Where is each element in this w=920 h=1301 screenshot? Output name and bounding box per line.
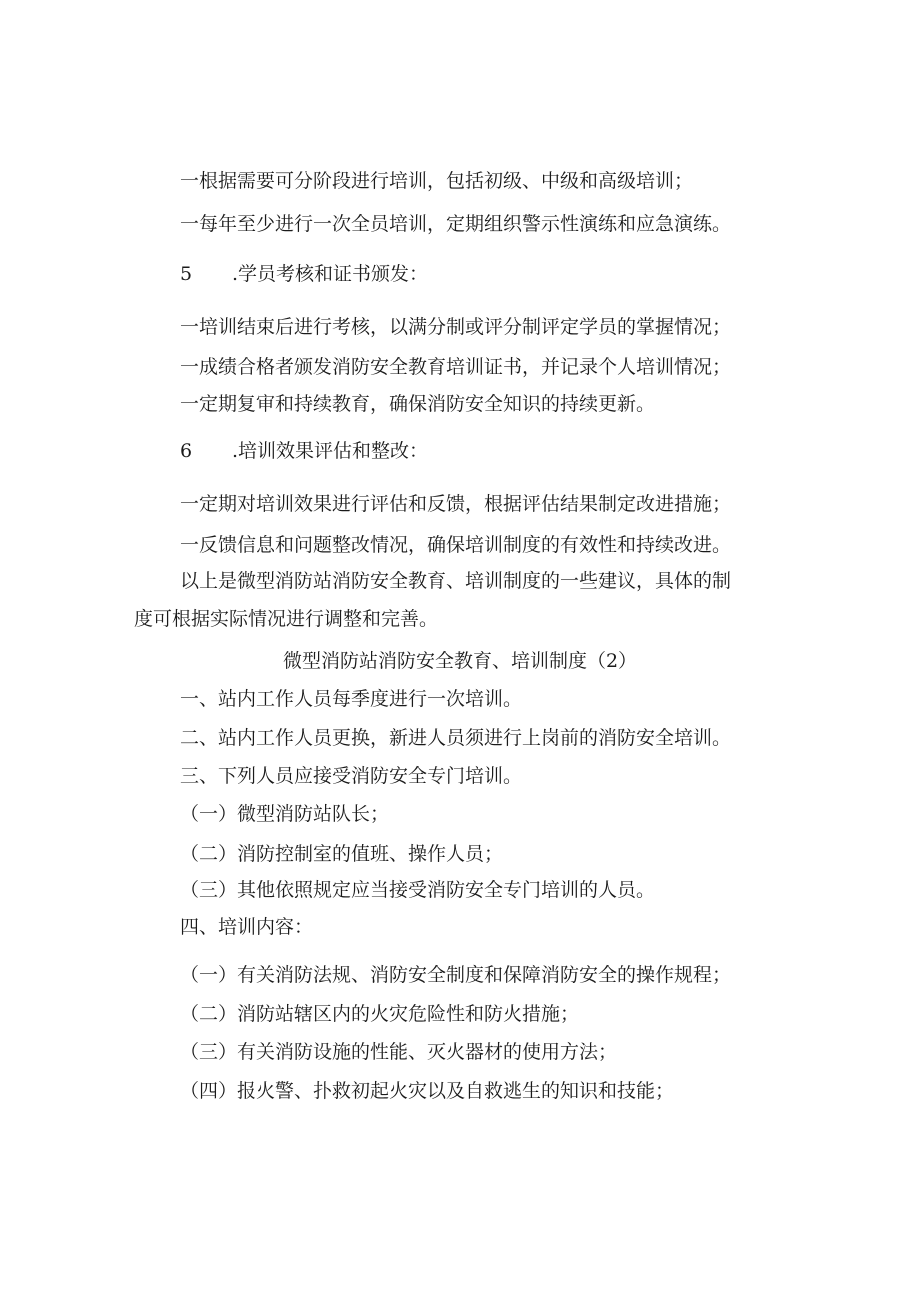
sub-list-item: （三）有关消防设施的性能、灭火器材的使用方法； xyxy=(180,1041,618,1063)
sub-list-item: （一）有关消防法规、消防安全制度和保障消防安全的操作规程； xyxy=(180,964,732,986)
sub-list-item: （三）其他依照规定应当接受消防安全专门培训的人员。 xyxy=(180,879,656,901)
bullet-line: 一成绩合格者颁发消防安全教育培训证书，并记录个人培训情况； xyxy=(180,356,732,378)
bullet-line: 一定期复审和持续教育，确保消防安全知识的持续更新。 xyxy=(180,393,656,415)
heading-number: 6 xyxy=(180,440,193,462)
bullet-line: 一根据需要可分阶段进行培训，包括初级、中级和高级培训； xyxy=(180,170,694,192)
section-heading-6 xyxy=(180,437,428,465)
sub-list-item: （一）微型消防站队长； xyxy=(180,803,390,825)
sub-list-item: （二）消防控制室的值班、操作人员； xyxy=(180,843,504,865)
section-heading-5 xyxy=(180,260,428,288)
sub-list-item: （四）报火警、扑救初起火灾以及自救逃生的知识和技能； xyxy=(180,1080,675,1102)
list-item: 三、下列人员应接受消防安全专门培训。 xyxy=(180,765,523,787)
heading-number: 5 xyxy=(180,263,193,285)
paragraph-line: 以上是微型消防站消防安全教育、培训制度的一些建议，具体的制 xyxy=(180,570,732,592)
list-item: 一、站内工作人员每季度进行一次培训。 xyxy=(180,688,523,710)
section-title: 微型消防站消防安全教育、培训制度（2） xyxy=(282,650,638,672)
bullet-line: 一反馈信息和问题整改情况，确保培训制度的有效性和持续改进。 xyxy=(180,534,732,556)
list-item: 四、培训内容： xyxy=(180,916,314,938)
list-item: 二、站内工作人员更换，新进人员须进行上岗前的消防安全培训。 xyxy=(180,727,732,749)
paragraph-line: 度可根据实际情况进行调整和完善。 xyxy=(134,608,439,630)
heading-text: .学员考核和证书颁发： xyxy=(232,263,429,285)
bullet-line: 一每年至少进行一次全员培训，定期组织警示性演练和应急演练。 xyxy=(180,213,732,235)
heading-text: .培训效果评估和整改： xyxy=(232,440,429,462)
sub-list-item: （二）消防站辖区内的火灾危险性和防火措施； xyxy=(180,1003,580,1025)
bullet-line: 一定期对培训效果进行评估和反馈，根据评估结果制定改进措施； xyxy=(180,493,732,515)
bullet-line: 一培训结束后进行考核，以满分制或评分制评定学员的掌握情况； xyxy=(180,316,732,338)
